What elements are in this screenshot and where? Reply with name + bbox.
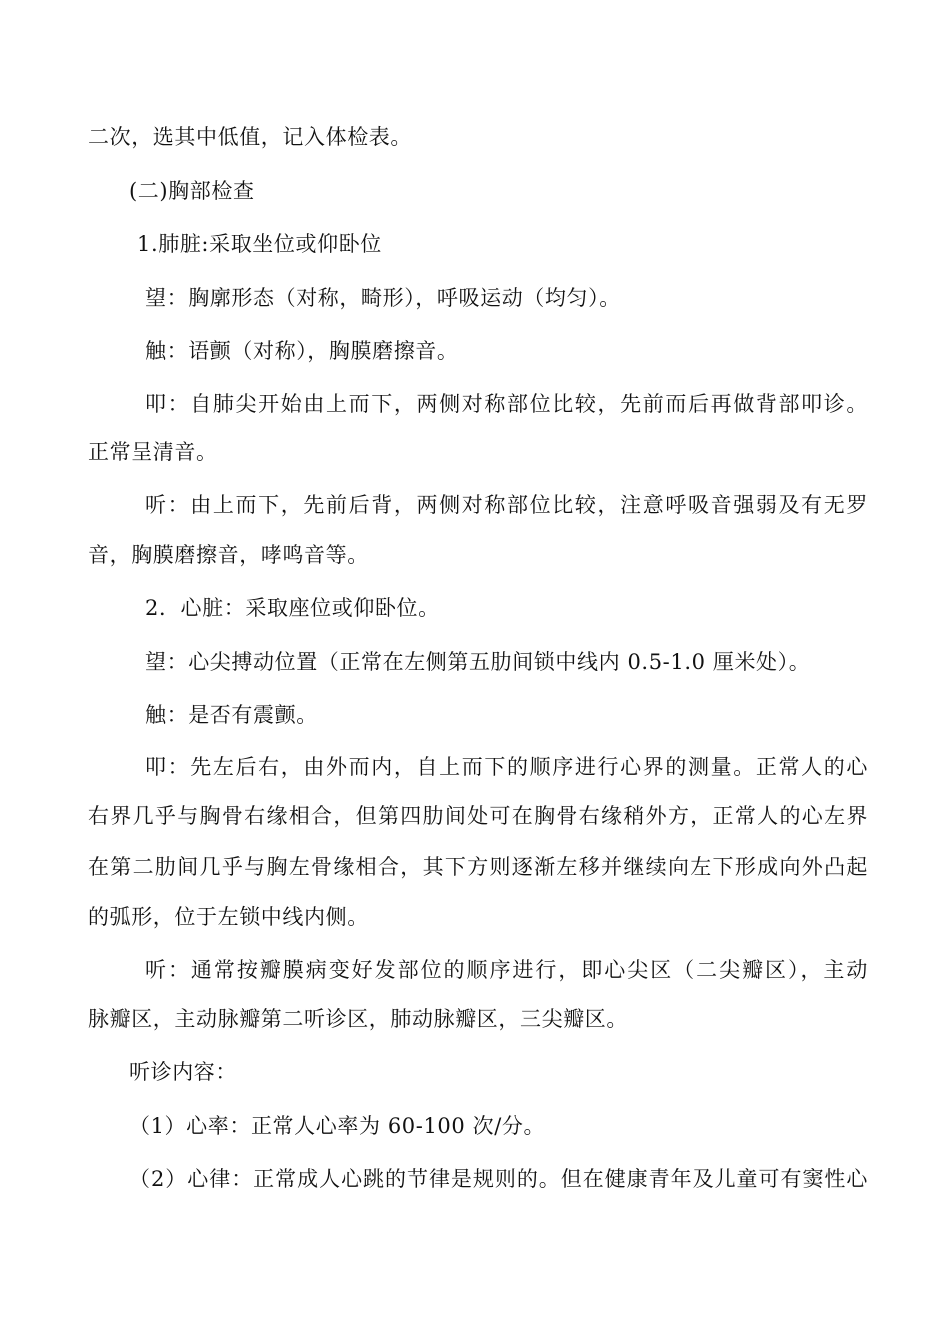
list-item: （1）心率：正常人心率为 60-100 次/分。 [129,1114,546,1138]
text-line: 右界几乎与胸骨右缘相合，但第四肋间处可在胸骨右缘稍外方，正常人的心左界 [88,804,868,828]
text-line: 听诊内容： [129,1060,237,1084]
text-line: 听：由上而下，先前后背，两侧对称部位比较，注意呼吸音强弱及有无罗 [145,493,868,517]
text-line: 音，胸膜磨擦音，哮鸣音等。 [88,543,369,567]
text-line: 听：通常按瓣膜病变好发部位的顺序进行，即心尖区（二尖瓣区），主动 [145,958,868,982]
subsection-heading-heart: 2．心脏：采取座位或仰卧位。 [145,596,440,620]
section-heading-chest-exam: (二)胸部检查 [129,179,255,203]
text-line: 叩：自肺尖开始由上而下，两侧对称部位比较，先前而后再做背部叩诊。 [145,392,868,416]
text-line: 的弧形，位于左锁中线内侧。 [88,905,369,929]
text-line: 二次，选其中低值，记入体检表。 [88,125,412,149]
text-line: 脉瓣区，主动脉瓣第二听诊区，肺动脉瓣区，三尖瓣区。 [88,1007,628,1031]
text-line: 触：是否有震颤。 [145,703,318,727]
subsection-heading-lungs: 1.肺脏:采取坐位或仰卧位 [137,232,382,256]
text-line: 正常呈清音。 [88,440,218,464]
text-line: 触：语颤（对称），胸膜磨擦音。 [145,339,459,363]
list-item: （2）心律：正常成人心跳的节律是规则的。但在健康青年及儿童可有窦性心 [129,1167,868,1191]
text-line: 叩：先左后右，由外而内，自上而下的顺序进行心界的测量。正常人的心 [145,755,868,779]
text-line: 望：心尖搏动位置（正常在左侧第五肋间锁中线内 0.5-1.0 厘米处）。 [145,650,811,674]
text-line: 在第二肋间几乎与胸左骨缘相合，其下方则逐渐左移并继续向左下形成向外凸起 [88,855,868,879]
text-line: 望：胸廓形态（对称，畸形），呼吸运动（均匀）。 [145,286,621,310]
